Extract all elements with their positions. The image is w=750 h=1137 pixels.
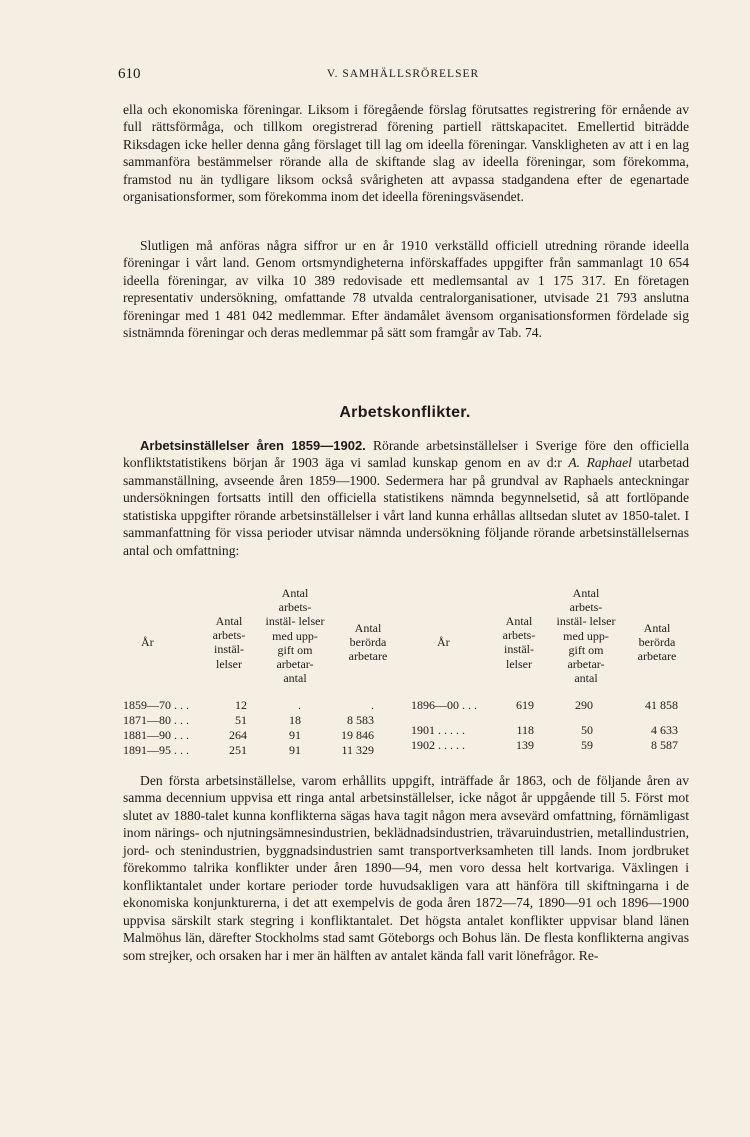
header-workers-right: Antal berörda arbetare: [637, 621, 677, 664]
row-stoppages: 264: [229, 728, 247, 742]
strikes-table: [123, 583, 689, 758]
row-workers: 11 329: [341, 743, 374, 757]
row-informed: 290: [575, 698, 593, 712]
header-informed-right: Antal arbets- instäl- lelser med upp- gift om arbetar- antal: [556, 586, 616, 686]
row-informed: 18: [289, 713, 301, 727]
row-year: 1901 . . . . .: [411, 723, 465, 737]
row-workers: 4 633: [651, 723, 678, 737]
paragraph-strike-history: Den första arbetsinställelse, varom erhållits uppgift, inträffade år 1863, och de följande åren av samma decennium uppvisa ett ringa antal arbetsinställelser, icke något år uppgående till 5. Först mot slutet av 1880-talet kunna konflikterna sägas hava tagit någon mera avsevärd omfattning, förnämligast inom närings- och njutningsämnesindustrien, beklädnadsindustrien, trävaruindustrien, metallindustrien, jord- och stenindustrien, byggnadsindustrien samt transportverksamheten till lands. Inom jordbruket förekommo talrika konflikter under åren 1890—94, men voro dessa helt kortvariga. Växlingen i konfliktantalet under kortare perioder torde huvudsakligen vara att hänföra till skiftningarna i de ekonomiska konjunkturerna, i det att exempelvis de goda åren 1872—74, 1890—91 och 1896—1900 uppvisa särskilt stark stegring i konfliktantalet. Det högsta antalet konflikter uppvisar bland länen Malmöhus län, därefter Stockholms stad samt Göteborgs och Bohus län. De flesta konflikterna angivas som strejker, och orsaken har i mer än hälften av antalet kända fall varit lönefrågor. Re-: [123, 773, 689, 963]
row-year: 1896—00 . . .: [411, 698, 477, 712]
paragraph-strikes-intro: [123, 437, 689, 559]
row-informed: 50: [581, 723, 593, 737]
row-year: 1891—95 . . .: [123, 743, 189, 757]
row-year: 1859—70 . . .: [123, 698, 189, 712]
paragraph-associations-law: ella och ekonomiska föreningar. Liksom i föregående förslag förutsattes registrering för ernående av full rättsförmåga, och tillkom oregistrerad förening partiell rättskapacitet. Emellertid biträdde Riksdagen icke heller denna gång förslaget till lag om ideella föreningar. Vanskligheten av att i en lag sammanföra bestämmelser rörande alla de skiftande slag av ideella föreningar, som förekomma, framstod nu än tydligare liksom också svårigheten att avpassa stadgandena efter de egenartade organisationsformer, som förekomma inom det ideella föreningsväsendet.: [123, 102, 689, 205]
row-informed: 91: [289, 728, 301, 742]
paragraph-lead-heading: Arbetsinställelser åren 1859—1902.: [140, 438, 366, 453]
row-stoppages: 251: [229, 743, 247, 757]
row-informed: 91: [289, 743, 301, 757]
section-title: Arbetskonflikter.: [339, 404, 471, 421]
header-stoppages-right: Antal arbets- instäl- lelser: [502, 614, 536, 671]
row-stoppages: 619: [516, 698, 534, 712]
row-stoppages: 51: [235, 713, 247, 727]
row-informed: .: [298, 698, 301, 712]
row-workers: .: [371, 698, 374, 712]
header-year-left: År: [141, 635, 154, 649]
chapter-title: V. SAMHÄLLSRÖRELSER: [326, 68, 480, 80]
row-stoppages: 139: [516, 738, 534, 752]
header-workers-left: Antal berörda arbetare: [348, 621, 388, 664]
paragraph-1910-survey: Slutligen må anföras några siffror ur en år 1910 verkställd officiell utredning rörande ideella föreningar i vårt land. Genom ortsmyndigheterna införskaffades uppgifter från sammanlagt 10 654 ideella föreningar, av vilka 10 389 redovisade ett medlemsantal av 1 175 317. En företagen representativ undersökning, omfattande 78 utvalda centralorganisationer, utvisade 21 793 anslutna föreningar med 1 481 042 medlemmar. Efter ändamålet ävensom organisationsformen fördelade sig sistnämnda föreningar och deras medlemmar på sätt som framgår av Tab. 74.: [123, 238, 689, 341]
row-year: 1902 . . . . .: [411, 738, 465, 752]
author-name: A. Raphael: [568, 455, 632, 471]
running-head: [118, 66, 688, 86]
row-workers: 8 583: [347, 713, 374, 727]
header-stoppages-left: Antal arbets- instäl- lelser: [212, 614, 246, 671]
row-informed: 59: [581, 738, 593, 752]
row-workers: 8 587: [651, 738, 678, 752]
row-stoppages: 118: [516, 723, 534, 737]
row-stoppages: 12: [235, 698, 247, 712]
header-informed-left: Antal arbets- instäl- lelser med upp- gift om arbetar- antal: [265, 586, 325, 686]
header-year-right: År: [437, 635, 450, 649]
paragraph-strikes-intro-rest: utarbetad sammanställning, avseende åren 1859—1900. Sedermera har på grundval av Raphaels anteckningar undersökningen fortsatts intill den officiella statistikens nämnda begynnelsetid, så att fortlöpande statistiska uppgifter rörande arbetsinställelser i vårt land kunna erhållas alltsedan slutet av 1850-talet. I sammanfattning för vissa perioder utvisar nämnda undersökning följande rörande arbetsinställelsernas antal och omfattning:: [123, 455, 689, 558]
page-number: 610: [118, 66, 141, 82]
row-year: 1881—90 . . .: [123, 728, 189, 742]
row-workers: 41 858: [645, 698, 678, 712]
paragraph-strikes-intro-text: Rörande arbetsinställelser i Sverige före den officiella konfliktstatistikens början år 1903 äga vi samlad kunskap genom en av d:r: [123, 438, 689, 471]
row-year: 1871—80 . . .: [123, 713, 189, 727]
row-workers: 19 846: [341, 728, 374, 742]
